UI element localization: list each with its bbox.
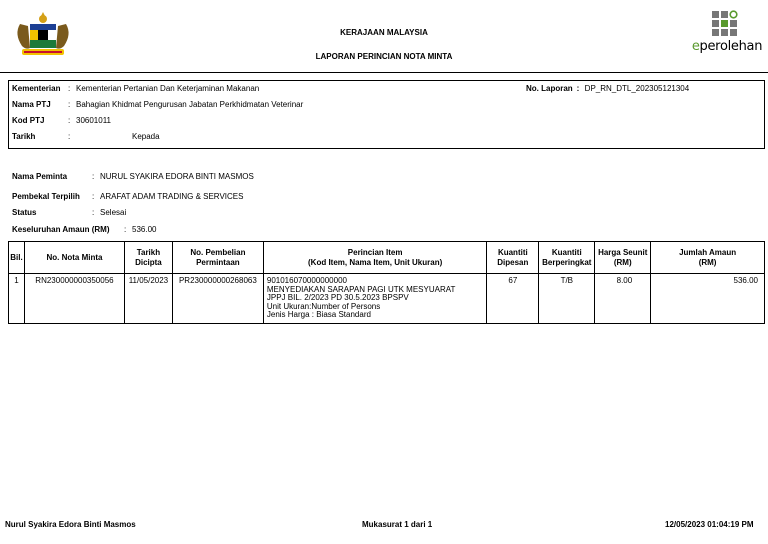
pembekal-row: Pembekal Terpilih : ARAFAT ADAM TRADING & SERVICES [12, 192, 244, 201]
cell-pembelian: PR230000000268063 [172, 274, 263, 324]
cell-peringkat: T/B [539, 274, 595, 324]
footer-user: Nurul Syakira Edora Binti Masmos [5, 520, 136, 529]
item-code: 901016070000000000 [266, 276, 347, 285]
col-bil-header: Bil. [9, 242, 25, 274]
keseluruhan-amaun-row: Keseluruhan Amaun (RM) : 536.00 [12, 225, 157, 234]
status-value: Selesai [100, 208, 127, 217]
report-header-title: KERAJAAN MALAYSIA [340, 28, 428, 37]
kepada-label: Kepada [132, 132, 160, 141]
footer-page-number: Mukasurat 1 dari 1 [362, 520, 433, 529]
cell-perincian [263, 274, 487, 324]
report-info-box [8, 80, 765, 149]
no-laporan-value: DP_RN_DTL_202305121304 [584, 84, 690, 93]
kementerian-value: Kementerian Pertanian Dan Keterjaminan Makanan [76, 84, 260, 93]
table-header-row [9, 242, 765, 274]
item-unit: Unit Ukuran:Number of Persons [266, 301, 381, 311]
kod-ptj-row: Kod PTJ : 30601011 [12, 116, 111, 125]
item-price-type: Jenis Harga : Biasa Standard [266, 310, 371, 319]
col-kuantiti-header: Kuantiti Dipesan [487, 242, 539, 274]
eperolehan-logo-text: eperolehan [691, 39, 763, 54]
item-name-line-1: MENYEDIAKAN SARAPAN PAGI UTK MESYUARAT [266, 284, 456, 294]
header-divider [0, 72, 768, 73]
item-name-line-2: JPPJ BIL. 2/2023 PD 30.5.2023 BPSPV [266, 293, 409, 302]
nota-minta-table [8, 241, 765, 324]
col-tarikh-header: Tarikh Dicipta [124, 242, 172, 274]
status-row: Status : Selesai [12, 208, 127, 217]
footer-timestamp: 12/05/2023 01:04:19 PM [665, 520, 754, 529]
table-row [9, 274, 765, 324]
ptj-row: Nama PTJ : Bahagian Khidmat Pengurusan Jabatan Perkhidmatan Veterinar [12, 100, 304, 109]
col-perincian-header: Perincian Item (Kod Item, Nama Item, Unit Ukuran) [263, 242, 487, 274]
cell-bil: 1 [9, 274, 25, 324]
col-jumlah-header: Jumlah Amaun (RM) [651, 242, 765, 274]
cell-harga: 8.00 [595, 274, 651, 324]
cell-kuantiti: 67 [487, 274, 539, 324]
eperolehan-grid-icon [688, 8, 766, 40]
peminta-value: NURUL SYAKIRA EDORA BINTI MASMOS [100, 172, 254, 181]
cell-tarikh: 11/05/2023 [124, 274, 172, 324]
keseluruhan-amaun-value: 536.00 [132, 225, 157, 234]
ptj-value: Bahagian Khidmat Pengurusan Jabatan Perkhidmatan Veterinar [76, 100, 304, 109]
tarikh-row: Tarikh : Kepada [12, 132, 160, 141]
kod-ptj-value: 30601011 [76, 116, 111, 125]
pembekal-value: ARAFAT ADAM TRADING & SERVICES [100, 192, 244, 201]
col-nota-header: No. Nota Minta [24, 242, 124, 274]
no-laporan-row: No. Laporan : DP_RN_DTL_202305121304 [526, 84, 690, 93]
cell-nota: RN230000000350056 [24, 274, 124, 324]
col-pembelian-header: No. Pembelian Permintaan [172, 242, 263, 274]
cell-jumlah: 536.00 [651, 274, 765, 324]
peminta-row: Nama Peminta : NURUL SYAKIRA EDORA BINTI MASMOS [12, 172, 254, 181]
col-peringkat-header: Kuantiti Berperingkat [539, 242, 595, 274]
col-harga-header: Harga Seunit (RM) [595, 242, 651, 274]
report-subtitle: LAPORAN PERINCIAN NOTA MINTA [315, 52, 453, 61]
kementerian-row: Kementerian : Kementerian Pertanian Dan Keterjaminan Makanan [12, 84, 260, 93]
eperolehan-logo [688, 8, 766, 56]
